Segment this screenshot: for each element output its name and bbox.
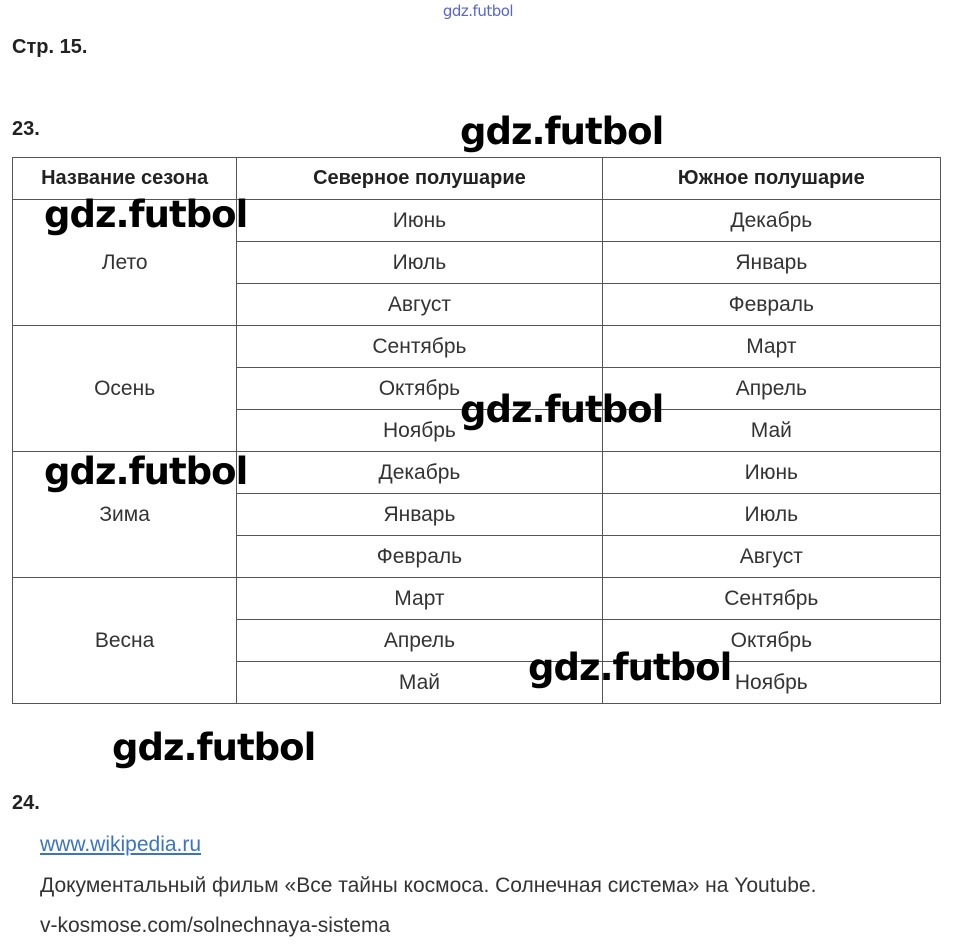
north-month: Март [237, 578, 602, 620]
north-month: Май [237, 662, 602, 704]
task-23-number: 23. [12, 118, 40, 140]
season-name: Зима [13, 452, 237, 578]
north-month: Октябрь [237, 368, 602, 410]
north-month: Декабрь [237, 452, 602, 494]
watermark: gdz.futbol [44, 450, 248, 493]
wikipedia-link[interactable]: www.wikipedia.ru [40, 833, 202, 856]
south-month: Май [602, 410, 940, 452]
watermark: gdz.futbol [112, 726, 316, 769]
south-month: Июнь [602, 452, 940, 494]
header-northern-hemisphere: Северное полушарие [237, 158, 602, 200]
table-row [13, 326, 941, 368]
documentary-text: Документальный фильм «Все тайны космоса. Солнечная система» на Youtube. [40, 874, 817, 897]
south-month: Март [602, 326, 940, 368]
north-month: Февраль [237, 536, 602, 578]
table-row [13, 578, 941, 620]
south-month: Ноябрь [602, 662, 940, 704]
north-month: Июль [237, 242, 602, 284]
south-month: Октябрь [602, 620, 940, 662]
north-month: Август [237, 284, 602, 326]
north-month: Январь [237, 494, 602, 536]
north-month: Сентябрь [237, 326, 602, 368]
top-watermark: gdz.futbol [442, 2, 514, 20]
north-month: Апрель [237, 620, 602, 662]
watermark: gdz.futbol [528, 646, 732, 689]
watermark: gdz.futbol [44, 193, 248, 236]
south-month: Июль [602, 494, 940, 536]
season-name: Весна [13, 578, 237, 704]
season-name: Лето [13, 200, 237, 326]
north-month: Июнь [237, 200, 602, 242]
watermark: gdz.futbol [460, 388, 664, 431]
south-month: Январь [602, 242, 940, 284]
page-reference: Стр. 15. [12, 36, 88, 58]
south-month: Сентябрь [602, 578, 940, 620]
header-southern-hemisphere: Южное полушарие [602, 158, 940, 200]
south-month: Апрель [602, 368, 940, 410]
header-season-name: Название сезона [13, 158, 237, 200]
south-month: Февраль [602, 284, 940, 326]
season-name: Осень [13, 326, 237, 452]
task-24-number: 24. [12, 792, 40, 814]
south-month: Август [602, 536, 940, 578]
watermark: gdz.futbol [460, 110, 664, 153]
south-month: Декабрь [602, 200, 940, 242]
kosmose-url-text: v-kosmose.com/solnechnaya-sistema [40, 914, 391, 937]
north-month: Ноябрь [237, 410, 602, 452]
